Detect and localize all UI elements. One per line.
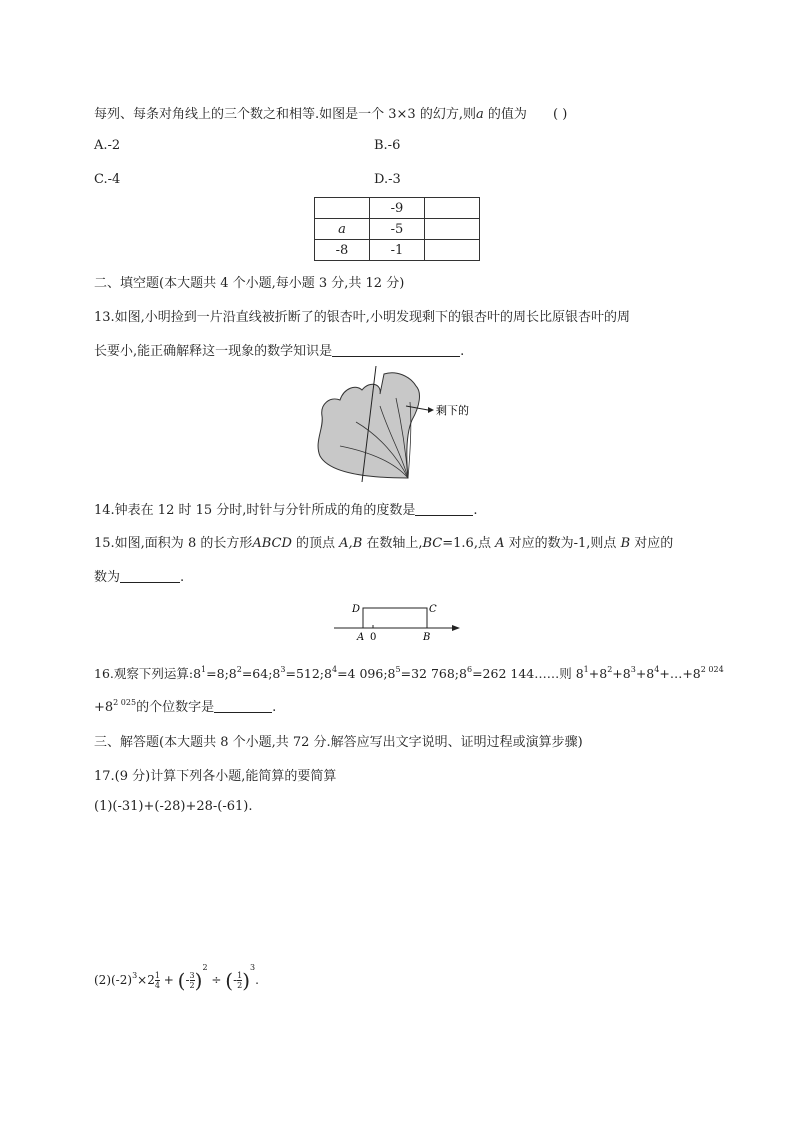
- q12-stem-end: 的值为: [483, 107, 527, 122]
- number-line-figure: [330, 598, 464, 644]
- divide-sign: ÷: [211, 973, 222, 987]
- q15-vertices: A,B: [339, 536, 363, 551]
- q16-text: +…+8: [659, 666, 701, 681]
- grid-cell: [425, 240, 480, 261]
- q16-text: =262 144……则 8: [472, 666, 584, 681]
- axis-arrow: [452, 625, 460, 631]
- q16-answer-blank: [214, 700, 272, 713]
- q15-line2: [94, 566, 184, 585]
- q16-line1: [94, 664, 724, 682]
- grid-cell: -5: [370, 219, 425, 240]
- q16-text: 的个位数字是: [136, 700, 215, 715]
- q16-text: =512;8: [285, 666, 332, 681]
- arrow-head: [428, 407, 434, 413]
- q15-segment: BC: [422, 536, 443, 551]
- q14-end: .: [473, 503, 478, 518]
- q16-exponent: 6: [466, 665, 473, 674]
- q14-text: 14.钟表在 12 时 15 分时,时针与分针所成的角的度数是: [94, 503, 416, 518]
- grid-cell: -1: [370, 240, 425, 261]
- label-b: B: [423, 632, 431, 643]
- label-d: D: [352, 604, 361, 615]
- minus-sign: -: [185, 973, 190, 987]
- q15-rect-name: ABCD: [252, 536, 292, 551]
- q12-option-a: A.-2: [94, 138, 121, 153]
- grid-cell: a: [315, 219, 370, 240]
- q12-stem: [94, 103, 567, 122]
- grid-cell: -8: [315, 240, 370, 261]
- q15-text: 对应的: [630, 536, 674, 551]
- ginkgo-leaf-figure: [310, 366, 490, 484]
- q16-text: =8;8: [206, 666, 237, 681]
- table-row: [315, 240, 480, 261]
- q15-line2-end: .: [180, 570, 185, 585]
- table-row: [315, 219, 480, 240]
- q12-option-d: D.-3: [374, 172, 401, 187]
- q13-line2: [94, 340, 464, 359]
- q16-text: =4 096;8: [337, 666, 396, 681]
- close-paren: ): [242, 968, 251, 993]
- q16-exponent: 2 024: [700, 665, 724, 674]
- q16-exponent: 4: [331, 665, 338, 674]
- q14-line: [94, 499, 478, 518]
- q16-exponent: 5: [395, 665, 401, 674]
- q16-text: +8: [612, 666, 631, 681]
- frac-denominator: 2: [189, 981, 195, 990]
- grid-cell: [425, 198, 480, 219]
- q15-answer-blank: [120, 570, 180, 583]
- q13-answer-blank: [332, 344, 460, 357]
- q17-end: .: [255, 973, 259, 987]
- frac-numerator: 1: [237, 971, 243, 980]
- frac-denominator: 2: [237, 981, 243, 990]
- q16-exponent: 1: [583, 665, 589, 674]
- section-2-heading: 二、填空题(本大题共 4 个小题,每小题 3 分,共 12 分): [94, 276, 405, 291]
- label-zero: 0: [370, 632, 377, 643]
- q15-text: 在数轴上,: [362, 536, 423, 551]
- q16-exponent: 2: [236, 665, 242, 674]
- section-3-heading: 三、解答题(本大题共 8 个小题,共 72 分.解答应写出文字说明、证明过程或演算步骤): [94, 735, 583, 750]
- close-paren: ): [194, 968, 203, 993]
- grid-cell: [425, 219, 480, 240]
- q17-text: (2)(-2): [94, 973, 133, 987]
- q17-part2: [94, 963, 259, 993]
- q16-text: +8: [588, 666, 608, 681]
- q15-text: 15.如图,面积为 8 的长方形: [94, 536, 253, 551]
- q17-title: 17.(9 分)计算下列各小题,能简算的要简算: [94, 769, 337, 784]
- q13-line1: 13.如图,小明捡到一片沿直线被折断了的银杏叶,小明发现剩下的银杏叶的周长比原银杏叶的周: [94, 310, 630, 325]
- q15-text: 的顶点: [291, 536, 340, 551]
- table-row: [315, 198, 480, 219]
- grid-cell: [315, 198, 370, 219]
- magic-square-table: [314, 197, 480, 261]
- q17-part1: (1)(-31)+(-28)+28-(-61).: [94, 799, 253, 814]
- plus-sign: +: [163, 973, 174, 987]
- q16-exponent: 3: [630, 665, 636, 674]
- q16-exponent: 1: [201, 665, 207, 674]
- frac-numerator: 3: [189, 971, 195, 980]
- q16-line2-end: .: [272, 700, 277, 715]
- minus-sign: -: [233, 973, 238, 987]
- q16-text: +8: [94, 700, 114, 715]
- frac-numerator: 1: [154, 971, 160, 980]
- fraction-one-quarter: [155, 971, 160, 990]
- q16-exponent: 2 025: [113, 698, 137, 707]
- q16-exponent: 3: [280, 665, 286, 674]
- q15-line2-text: 数为: [94, 570, 121, 585]
- q17-exponent: 2: [202, 963, 208, 972]
- q12-answer-paren: ( ): [553, 107, 568, 122]
- q13-line2-end: .: [460, 344, 465, 359]
- q17-text: ×2: [137, 973, 155, 987]
- open-paren: (: [225, 968, 234, 993]
- q16-text: +8: [635, 666, 655, 681]
- grid-cell: -9: [370, 198, 425, 219]
- q12-option-b: B.-6: [374, 138, 401, 153]
- q16-text: 16.观察下列运算:8: [94, 666, 202, 681]
- q12-stem-text: 每列、每条对角线上的三个数之和相等.如图是一个 3×3 的幻方,则: [94, 107, 476, 122]
- q15-text: 对应的数为-1,则点: [504, 536, 621, 551]
- q16-text: =64;8: [241, 666, 281, 681]
- q16-text: =32 768;8: [400, 666, 467, 681]
- q17-exponent: 3: [250, 963, 256, 972]
- label-a: A: [357, 632, 365, 643]
- open-paren: (: [177, 968, 186, 993]
- label-c: C: [429, 604, 437, 615]
- figure-label-remaining: 剩下的: [436, 404, 469, 417]
- q15-line1: [94, 532, 673, 551]
- q15-point-b: B: [620, 536, 631, 551]
- q14-answer-blank: [415, 503, 473, 516]
- q16-exponent: 2: [607, 665, 613, 674]
- q13-line2-text: 长要小,能正确解释这一现象的数学知识是: [94, 344, 333, 359]
- q15-text: =1.6,点: [442, 536, 496, 551]
- q12-option-c: C.-4: [94, 172, 121, 187]
- q16-exponent: 4: [654, 665, 660, 674]
- q15-point-a: A: [495, 536, 505, 551]
- frac-denominator: 4: [154, 981, 160, 990]
- q16-line2: [94, 696, 276, 715]
- q17-exponent: 3: [132, 971, 138, 980]
- q12-variable: a: [475, 107, 484, 122]
